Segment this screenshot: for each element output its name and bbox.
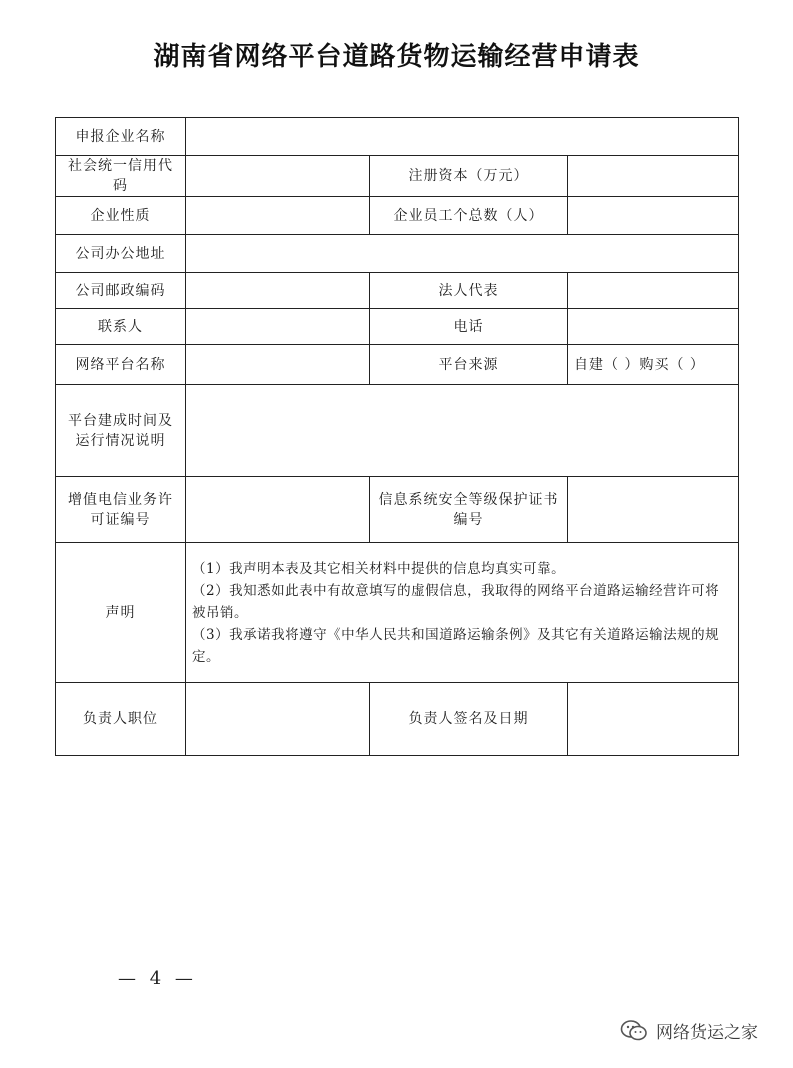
phone-label: 电话 xyxy=(370,309,568,345)
registered-capital-label: 注册资本（万元） xyxy=(370,156,568,197)
telecom-license-field[interactable] xyxy=(186,477,370,543)
platform-name-label: 网络平台名称 xyxy=(56,345,186,385)
enterprise-nature-field[interactable] xyxy=(186,197,370,235)
row-office-address xyxy=(56,235,739,273)
company-name-field[interactable] xyxy=(186,118,739,156)
row-enterprise-nature xyxy=(56,197,739,235)
security-cert-label: 信息系统安全等级保护证书编号 xyxy=(370,477,568,543)
row-platform-name xyxy=(56,345,739,385)
office-address-label: 公司办公地址 xyxy=(56,235,186,273)
legal-rep-label: 法人代表 xyxy=(370,273,568,309)
responsible-position-label: 负责人职位 xyxy=(56,683,186,756)
contact-field[interactable] xyxy=(186,309,370,345)
postal-code-field[interactable] xyxy=(186,273,370,309)
responsible-signature-label: 负责人签名及日期 xyxy=(370,683,568,756)
declaration-text xyxy=(186,543,739,683)
row-postal-code xyxy=(56,273,739,309)
declaration-line-2: （2）我知悉如此表中有故意填写的虚假信息，我取得的网络平台道路运输经营许可将被吊销。 xyxy=(192,582,720,621)
row-contact xyxy=(56,309,739,345)
responsible-signature-field[interactable] xyxy=(568,683,739,756)
row-licenses xyxy=(56,477,739,543)
row-responsible xyxy=(56,683,739,756)
telecom-license-label: 增值电信业务许可证编号 xyxy=(56,477,186,543)
platform-name-field[interactable] xyxy=(186,345,370,385)
contact-label: 联系人 xyxy=(56,309,186,345)
declaration-line-1: （1）我声明本表及其它相关材料中提供的信息均真实可靠。 xyxy=(192,560,566,577)
watermark-text: 网络货运之家 xyxy=(656,1023,758,1043)
row-declaration xyxy=(56,543,739,683)
phone-field[interactable] xyxy=(568,309,739,345)
employee-count-field[interactable] xyxy=(568,197,739,235)
wechat-icon xyxy=(620,1019,648,1043)
row-platform-time xyxy=(56,385,739,477)
responsible-position-field[interactable] xyxy=(186,683,370,756)
enterprise-nature-label: 企业性质 xyxy=(56,197,186,235)
declaration-label: 声明 xyxy=(56,543,186,683)
row-credit-code xyxy=(56,156,739,197)
row-company-name xyxy=(56,118,739,156)
office-address-field[interactable] xyxy=(186,235,739,273)
postal-code-label: 公司邮政编码 xyxy=(56,273,186,309)
registered-capital-field[interactable] xyxy=(568,156,739,197)
security-cert-field[interactable] xyxy=(568,477,739,543)
legal-rep-field[interactable] xyxy=(568,273,739,309)
page-number: — 4 — xyxy=(118,968,197,989)
employee-count-label: 企业员工个总数（人） xyxy=(370,197,568,235)
platform-time-field[interactable] xyxy=(186,385,739,477)
platform-time-label: 平台建成时间及运行情况说明 xyxy=(56,385,186,477)
credit-code-field[interactable] xyxy=(186,156,370,197)
credit-code-label: 社会统一信用代码 xyxy=(56,156,186,197)
company-name-label: 申报企业名称 xyxy=(56,118,186,156)
form-title: 湖南省网络平台道路货物运输经营申请表 xyxy=(153,42,640,72)
platform-source-field[interactable]: 自建（ ）购买（ ） xyxy=(568,345,739,385)
watermark xyxy=(620,1018,758,1043)
platform-source-label: 平台来源 xyxy=(370,345,568,385)
application-form-table xyxy=(55,117,739,756)
declaration-line-3: （3）我承诺我将遵守《中华人民共和国道路运输条例》及其它有关道路运输法规的规定。 xyxy=(192,626,720,665)
